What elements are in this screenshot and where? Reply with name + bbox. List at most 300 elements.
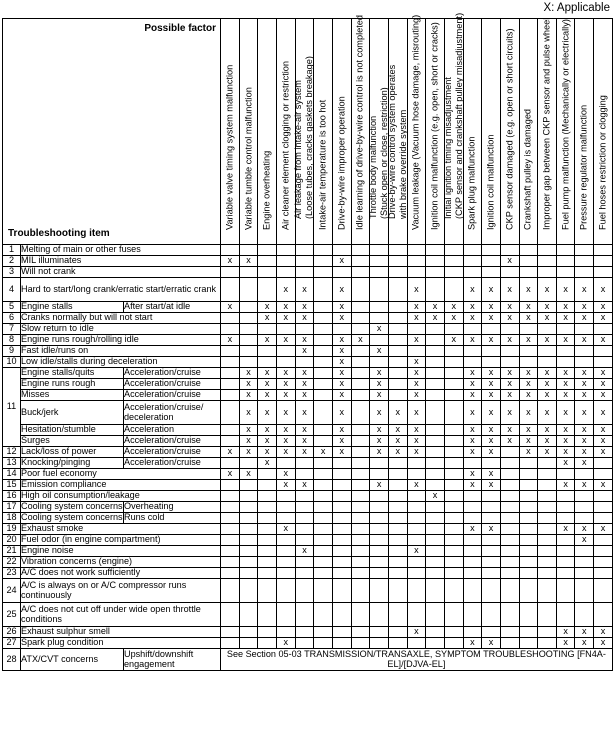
- mark-cell: [258, 535, 277, 546]
- mark-cell: [538, 368, 557, 379]
- mark-cell: [407, 458, 426, 469]
- table-row: [3, 627, 613, 638]
- mark-cell: [221, 390, 240, 401]
- mark-cell: [258, 313, 277, 324]
- mark-cell: [221, 524, 240, 535]
- mark-cell: [332, 535, 351, 546]
- item-condition: Runs cold: [124, 513, 221, 524]
- mark-cell: [594, 278, 613, 302]
- row-number: 1: [3, 245, 21, 256]
- applicable-mark: x: [488, 406, 494, 417]
- mark-cell: [239, 546, 258, 557]
- item-name: Knocking/pinging: [21, 458, 124, 469]
- applicable-mark: x: [264, 424, 270, 435]
- mark-cell: [444, 401, 463, 425]
- factor-header: [575, 19, 594, 245]
- mark-cell: [221, 568, 240, 579]
- table-row: [3, 278, 613, 302]
- factor-label: [280, 61, 291, 230]
- applicable-mark: x: [526, 334, 531, 345]
- mark-cell: [276, 458, 295, 469]
- mark-cell: [351, 346, 370, 357]
- mark-cell: [332, 480, 351, 491]
- mark-cell: [519, 324, 538, 335]
- mark-cell: [314, 278, 333, 302]
- header-row: [3, 19, 613, 245]
- table-row: [3, 469, 613, 480]
- mark-cell: [314, 302, 333, 313]
- factor-label-line: Improper gap between CKP sensor and pulse wheel: [541, 17, 552, 230]
- applicable-mark: x: [283, 523, 289, 534]
- mark-cell: [370, 313, 389, 324]
- mark-cell: [594, 491, 613, 502]
- applicable-mark: x: [600, 312, 606, 323]
- mark-cell: [332, 390, 351, 401]
- mark-cell: [314, 502, 333, 513]
- mark-cell: [407, 603, 426, 627]
- mark-cell: [388, 256, 407, 267]
- mark-cell: [276, 627, 295, 638]
- table-row: [3, 302, 613, 313]
- mark-cell: [463, 579, 482, 603]
- mark-cell: [556, 480, 575, 491]
- mark-cell: [258, 267, 277, 278]
- mark-cell: [332, 357, 351, 368]
- mark-cell: [538, 557, 557, 568]
- applicable-mark: x: [526, 283, 531, 294]
- factor-label: [411, 15, 422, 230]
- mark-cell: [575, 458, 594, 469]
- mark-cell: [500, 357, 519, 368]
- applicable-mark: x: [582, 283, 587, 294]
- mark-cell: [556, 627, 575, 638]
- table-row: [3, 524, 613, 535]
- mark-cell: [444, 302, 463, 313]
- mark-cell: [538, 627, 557, 638]
- mark-cell: [370, 568, 389, 579]
- mark-cell: [482, 513, 501, 524]
- applicable-mark: x: [302, 545, 307, 556]
- applicable-mark: x: [264, 406, 270, 417]
- applicable-mark: x: [302, 424, 307, 435]
- item-name: Engine runs rough/rolling idle: [21, 335, 221, 346]
- mark-cell: [332, 579, 351, 603]
- table-row: [3, 502, 613, 513]
- mark-cell: [482, 324, 501, 335]
- applicable-mark: x: [600, 301, 606, 312]
- applicable-mark: x: [339, 424, 345, 435]
- applicable-mark: x: [283, 334, 289, 345]
- mark-cell: [221, 368, 240, 379]
- mark-cell: [370, 535, 389, 546]
- mark-cell: [332, 458, 351, 469]
- mark-cell: [314, 368, 333, 379]
- mark-cell: [388, 557, 407, 568]
- applicable-mark: x: [302, 446, 307, 457]
- row-number: 20: [3, 535, 21, 546]
- applicable-mark: x: [470, 378, 475, 389]
- mark-cell: [463, 302, 482, 313]
- mark-cell: [295, 603, 314, 627]
- mark-cell: [426, 546, 445, 557]
- mark-cell: [594, 447, 613, 458]
- mark-cell: [351, 546, 370, 557]
- applicable-mark: x: [488, 637, 494, 648]
- mark-cell: [332, 436, 351, 447]
- mark-cell: [500, 568, 519, 579]
- factor-label-line: Fuel pump malfunction (Mechanically or electrically): [560, 19, 571, 230]
- table-row: [3, 649, 613, 671]
- mark-cell: [332, 278, 351, 302]
- applicable-mark: x: [526, 435, 531, 446]
- row-number: 4: [3, 278, 21, 302]
- mark-cell: [407, 513, 426, 524]
- mark-cell: [594, 267, 613, 278]
- mark-cell: [519, 546, 538, 557]
- mark-cell: [314, 458, 333, 469]
- mark-cell: [575, 502, 594, 513]
- mark-cell: [351, 502, 370, 513]
- mark-cell: [444, 267, 463, 278]
- mark-cell: [351, 491, 370, 502]
- mark-cell: [370, 458, 389, 469]
- mark-cell: [538, 568, 557, 579]
- mark-cell: [426, 324, 445, 335]
- factor-header: [463, 19, 482, 245]
- applicable-mark: x: [264, 301, 270, 312]
- mark-cell: [351, 480, 370, 491]
- mark-cell: [388, 638, 407, 649]
- mark-cell: [221, 425, 240, 436]
- applicable-mark: x: [582, 626, 587, 637]
- mark-cell: [500, 502, 519, 513]
- mark-cell: [314, 436, 333, 447]
- mark-cell: [538, 447, 557, 458]
- mark-cell: [575, 579, 594, 603]
- mark-cell: [500, 447, 519, 458]
- item-condition: Acceleration/cruise: [124, 447, 221, 458]
- mark-cell: [407, 524, 426, 535]
- applicable-mark: x: [283, 389, 289, 400]
- mark-cell: [351, 256, 370, 267]
- mark-cell: [500, 579, 519, 603]
- mark-cell: [444, 346, 463, 357]
- mark-cell: [538, 379, 557, 390]
- mark-cell: [258, 447, 277, 458]
- applicable-mark: x: [376, 367, 382, 378]
- mark-cell: [538, 425, 557, 436]
- mark-cell: [482, 302, 501, 313]
- factor-label-line: Pressure regulator malfunction: [578, 104, 589, 230]
- mark-cell: [239, 513, 258, 524]
- mark-cell: [519, 458, 538, 469]
- mark-cell: [556, 401, 575, 425]
- factor-header: [519, 19, 538, 245]
- mark-cell: [519, 390, 538, 401]
- item-condition: Acceleration/cruise/ deceleration: [124, 401, 221, 425]
- mark-cell: [500, 335, 519, 346]
- mark-cell: [407, 278, 426, 302]
- applicable-mark: x: [339, 367, 345, 378]
- row-number: 26: [3, 627, 21, 638]
- mark-cell: [258, 603, 277, 627]
- applicable-mark: x: [488, 424, 494, 435]
- mark-cell: [594, 458, 613, 469]
- mark-cell: [575, 491, 594, 502]
- mark-cell: [388, 401, 407, 425]
- applicable-mark: x: [600, 523, 606, 534]
- mark-cell: [575, 436, 594, 447]
- mark-cell: [221, 458, 240, 469]
- mark-cell: [221, 346, 240, 357]
- applicable-mark: x: [563, 446, 568, 457]
- mark-cell: [575, 368, 594, 379]
- mark-cell: [258, 425, 277, 436]
- mark-cell: [314, 469, 333, 480]
- mark-cell: [388, 502, 407, 513]
- mark-cell: [314, 245, 333, 256]
- mark-cell: [351, 447, 370, 458]
- mark-cell: [351, 425, 370, 436]
- mark-cell: [370, 390, 389, 401]
- table-row: [3, 368, 613, 379]
- factor-label: [318, 100, 329, 230]
- mark-cell: [538, 357, 557, 368]
- table-row: [3, 458, 613, 469]
- mark-cell: [538, 335, 557, 346]
- mark-cell: [556, 568, 575, 579]
- mark-cell: [444, 480, 463, 491]
- mark-cell: [463, 469, 482, 480]
- applicable-mark: x: [563, 367, 568, 378]
- mark-cell: [370, 524, 389, 535]
- mark-cell: [388, 245, 407, 256]
- mark-cell: [351, 524, 370, 535]
- mark-cell: [351, 245, 370, 256]
- header-corner: [3, 19, 221, 245]
- mark-cell: [295, 447, 314, 458]
- mark-cell: [295, 357, 314, 368]
- factor-label: [523, 109, 534, 230]
- mark-cell: [314, 401, 333, 425]
- mark-cell: [239, 458, 258, 469]
- factor-label-line: Air cleaner element clogging or restriction: [280, 60, 291, 230]
- mark-cell: [295, 324, 314, 335]
- mark-cell: [594, 513, 613, 524]
- applicable-mark: x: [488, 283, 494, 294]
- mark-cell: [575, 568, 594, 579]
- mark-cell: [239, 557, 258, 568]
- applicable-mark: x: [283, 479, 289, 490]
- mark-cell: [295, 458, 314, 469]
- mark-cell: [314, 568, 333, 579]
- applicable-mark: x: [582, 367, 587, 378]
- item-name: Poor fuel economy: [21, 469, 221, 480]
- applicable-mark: x: [563, 424, 568, 435]
- mark-cell: [426, 245, 445, 256]
- row-number: 21: [3, 546, 21, 557]
- item-name: Will not crank: [21, 267, 221, 278]
- applicable-mark: x: [339, 378, 345, 389]
- row-number: 28: [3, 649, 21, 671]
- applicable-mark: x: [582, 301, 587, 312]
- applicable-mark: x: [470, 446, 475, 457]
- factor-label-line: Ignition coil malfunction (e.g. open, short or cracks): [429, 22, 440, 230]
- applicable-mark: x: [600, 435, 606, 446]
- applicable-mark: x: [526, 389, 531, 400]
- applicable-mark: x: [283, 468, 289, 479]
- factor-label-line: (CKP sensor and crankshaft pulley misadjustment): [453, 12, 464, 219]
- row-number: 14: [3, 469, 21, 480]
- mark-cell: [221, 513, 240, 524]
- factor-label: [387, 65, 409, 219]
- mark-cell: [482, 436, 501, 447]
- mark-cell: [407, 447, 426, 458]
- mark-cell: [351, 324, 370, 335]
- mark-cell: [239, 313, 258, 324]
- applicable-mark: x: [302, 283, 307, 294]
- factor-label: [336, 96, 347, 230]
- mark-cell: [295, 513, 314, 524]
- mark-cell: [426, 535, 445, 546]
- mark-cell: [276, 568, 295, 579]
- mark-cell: [575, 627, 594, 638]
- mark-cell: [444, 546, 463, 557]
- mark-cell: [594, 546, 613, 557]
- mark-cell: [538, 546, 557, 557]
- table-row: [3, 267, 613, 278]
- mark-cell: [370, 546, 389, 557]
- mark-cell: [444, 436, 463, 447]
- applicable-mark: x: [582, 534, 587, 545]
- applicable-mark: x: [414, 389, 419, 400]
- mark-cell: [426, 302, 445, 313]
- mark-cell: [575, 335, 594, 346]
- factor-label-line: Intake-air temperature is too hot: [317, 99, 328, 230]
- applicable-mark: x: [526, 301, 531, 312]
- applicable-mark: x: [563, 389, 568, 400]
- mark-cell: [370, 436, 389, 447]
- mark-cell: [388, 579, 407, 603]
- mark-cell: [463, 379, 482, 390]
- factor-header: [407, 14, 426, 245]
- mark-cell: [594, 469, 613, 480]
- mark-cell: [388, 469, 407, 480]
- applicable-mark: x: [339, 389, 345, 400]
- item-name: Cooling system concerns: [21, 501, 123, 512]
- applicable-mark: x: [526, 424, 531, 435]
- mark-cell: [276, 535, 295, 546]
- mark-cell: [295, 557, 314, 568]
- applicable-mark: x: [600, 479, 606, 490]
- factor-header: [442, 12, 464, 245]
- mark-cell: [500, 368, 519, 379]
- applicable-mark: x: [600, 446, 606, 457]
- mark-cell: [407, 267, 426, 278]
- mark-cell: [407, 425, 426, 436]
- applicable-mark: x: [507, 301, 512, 312]
- mark-cell: [556, 436, 575, 447]
- mark-cell: [519, 401, 538, 425]
- mark-cell: [276, 390, 295, 401]
- table-row: [3, 603, 613, 627]
- mark-cell: [276, 335, 295, 346]
- item-name: Fast idle/runs on: [21, 346, 221, 357]
- mark-cell: [388, 313, 407, 324]
- mark-cell: [295, 425, 314, 436]
- table-row: [3, 546, 613, 557]
- mark-cell: [407, 579, 426, 603]
- mark-cell: [332, 346, 351, 357]
- mark-cell: [239, 401, 258, 425]
- mark-cell: [556, 379, 575, 390]
- mark-cell: [276, 401, 295, 425]
- mark-cell: [314, 346, 333, 357]
- mark-cell: [426, 267, 445, 278]
- applicable-mark: x: [414, 446, 419, 457]
- mark-cell: [426, 469, 445, 480]
- mark-cell: [556, 256, 575, 267]
- mark-cell: [519, 368, 538, 379]
- mark-cell: [519, 436, 538, 447]
- mark-cell: [426, 401, 445, 425]
- mark-cell: [276, 302, 295, 313]
- mark-cell: [463, 335, 482, 346]
- mark-cell: [444, 627, 463, 638]
- applicable-mark: x: [414, 283, 419, 294]
- item-name: Engine stalls: [21, 302, 124, 313]
- mark-cell: [500, 278, 519, 302]
- mark-cell: [388, 346, 407, 357]
- applicable-mark: x: [507, 255, 512, 266]
- applicable-mark: x: [302, 406, 307, 417]
- mark-cell: [295, 390, 314, 401]
- mark-cell: [594, 502, 613, 513]
- item-name: Fuel odor (in engine compartment): [21, 535, 221, 546]
- mark-cell: [295, 579, 314, 603]
- mark-cell: [221, 491, 240, 502]
- mark-cell: [351, 627, 370, 638]
- mark-cell: [500, 524, 519, 535]
- mark-cell: [463, 278, 482, 302]
- applicable-mark: x: [246, 468, 251, 479]
- mark-cell: [351, 267, 370, 278]
- item-name: Cranks normally but will not start: [21, 313, 221, 324]
- applicable-mark: x: [470, 523, 475, 534]
- applicable-mark: x: [488, 435, 494, 446]
- mark-cell: [482, 245, 501, 256]
- mark-cell: [276, 436, 295, 447]
- applicable-mark: x: [376, 435, 382, 446]
- mark-cell: [538, 302, 557, 313]
- mark-cell: [594, 313, 613, 324]
- mark-cell: [332, 302, 351, 313]
- mark-cell: [538, 579, 557, 603]
- mark-cell: [388, 535, 407, 546]
- mark-cell: [407, 335, 426, 346]
- item-name: Hesitation/stumble: [21, 425, 124, 436]
- mark-cell: [388, 390, 407, 401]
- mark-cell: [351, 302, 370, 313]
- applicable-mark: x: [283, 378, 289, 389]
- applicable-mark: x: [302, 378, 307, 389]
- mark-cell: [221, 245, 240, 256]
- applicable-mark: x: [582, 406, 587, 417]
- factor-label: [430, 22, 441, 230]
- mark-cell: [426, 579, 445, 603]
- mark-cell: [444, 425, 463, 436]
- mark-cell: [239, 278, 258, 302]
